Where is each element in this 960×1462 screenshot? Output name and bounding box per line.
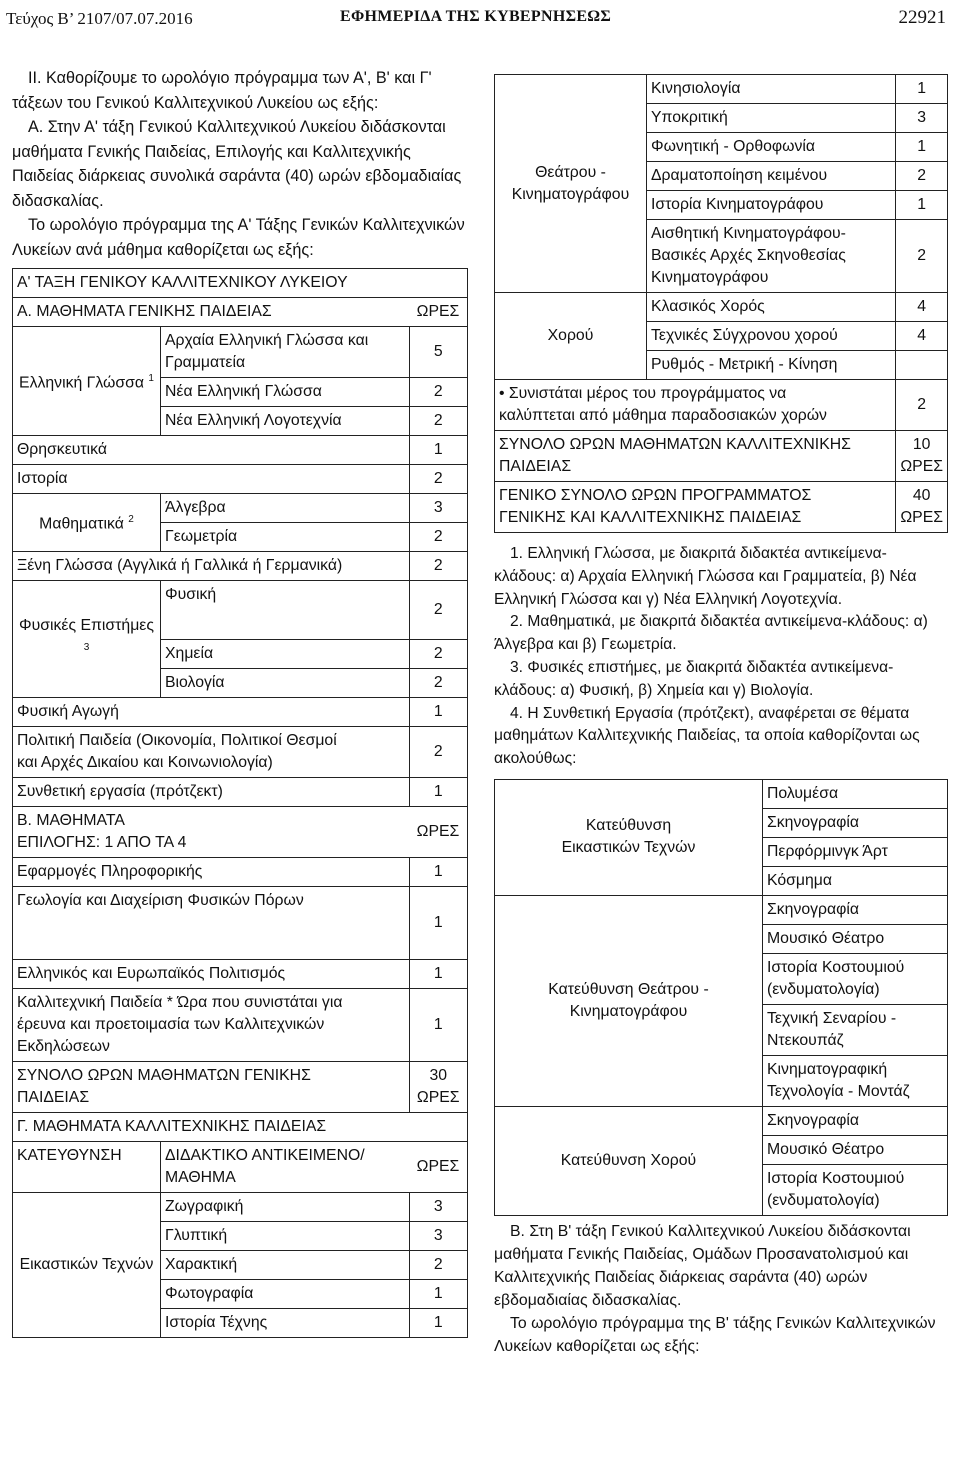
subject: Κινησιολογία bbox=[647, 75, 896, 104]
footnote: 1. Ελληνική Γλώσσα, με διακριτά διδακτέα αντικείμενα-κλάδους: α) Αρχαία Ελληνική Γλώσσα και Γραμματεία, β) Νέα Ελληνική Γλώσσα και γ) Νέα Ελληνική Λογοτεχνία. bbox=[494, 545, 917, 608]
hours: 3 bbox=[409, 494, 468, 523]
hours: 5 bbox=[409, 327, 468, 378]
footnote: 3. Φυσικές επιστήμες, με διακριτά διδακτέα αντικείμενα-κλάδους: α) Φυσική, β) Χημεία και γ) Βιολογία. bbox=[494, 658, 894, 699]
subject: Ζωγραφική bbox=[161, 1193, 410, 1222]
subject: Βιολογία bbox=[161, 669, 410, 698]
subject: Τεχνικές Σύγχρονου χορού bbox=[647, 322, 896, 351]
total-hours: 30 ΩΡΕΣ bbox=[409, 1062, 468, 1113]
theatre-cell: Θεάτρου - Κινηματογράφου bbox=[495, 75, 647, 293]
hours: 1 bbox=[409, 1309, 468, 1338]
hours: 2 bbox=[896, 162, 948, 191]
subject: Φυσική Αγωγή bbox=[13, 698, 410, 727]
subject: Φωτογραφία bbox=[161, 1280, 410, 1309]
subject: Ξένη Γλώσσα (Αγγλικά ή Γαλλικά ή Γερμανικά) bbox=[13, 552, 410, 581]
subject: Χαρακτική bbox=[161, 1251, 410, 1280]
subject: Ιστορία Τέχνης bbox=[161, 1309, 410, 1338]
hours: 3 bbox=[409, 1193, 468, 1222]
hours: 1 bbox=[896, 191, 948, 220]
journal-title: ΕΦΗΜΕΡΙΔΑ ΤΗΣ ΚΥΒΕΡΝΗΣΕΩΣ bbox=[340, 8, 612, 25]
hours: 2 bbox=[896, 380, 948, 431]
section-b-heading: Β. ΜΑΘΗΜΑΤΑ ΕΠΙΛΟΓΗΣ: 1 ΑΠΟ ΤΑ 4 bbox=[13, 807, 410, 858]
left-column bbox=[12, 66, 468, 1338]
project-topic: Κόσμημα bbox=[763, 866, 948, 895]
paragraph: Το ωρολόγιο πρόγραμμα της Β' τάξης Γενικών Καλλιτεχνικών Λυκείων καθορίζεται ως εξής: bbox=[494, 1314, 936, 1355]
right-column bbox=[494, 74, 948, 1358]
column-header: ΩΡΕΣ bbox=[409, 1142, 468, 1193]
subject: Ιστορία Κινηματογράφου bbox=[647, 191, 896, 220]
hours: 1 bbox=[896, 75, 948, 104]
subject: Άλγεβρα bbox=[161, 494, 410, 523]
hours: 2 bbox=[409, 727, 468, 778]
subject: Καλλιτεχνική Παιδεία * Ώρα που συνιστάται για έρευνα και προετοιμασία των Καλλιτεχνικών Εκδηλώσεων bbox=[13, 989, 410, 1062]
fine-arts-cell: Εικαστικών Τεχνών bbox=[13, 1193, 161, 1338]
hours: 2 bbox=[409, 669, 468, 698]
hours: 1 bbox=[409, 698, 468, 727]
footnotes bbox=[494, 543, 948, 771]
section-a-heading: Α. ΜΑΘΗΜΑΤΑ ΓΕΝΙΚΗΣ ΠΑΙΔΕΙΑΣ bbox=[13, 298, 410, 327]
science-cell: Φυσικές Επιστήμες $^3$ bbox=[13, 581, 161, 698]
paragraph: Β. Στη Β' τάξη Γενικού Καλλιτεχνικού Λυκείου διδάσκονται μαθήματα Γενικής Παιδείας, Ομάδων Προσανατολισμού και Καλλιτεχνικής Παιδείας διάρκειας σαράντα (40) ωρών εβδομαδιαίας διδασκαλίας. bbox=[494, 1222, 911, 1309]
hours: 2 bbox=[409, 1251, 468, 1280]
hours-heading: ΩΡΕΣ bbox=[409, 807, 468, 858]
hours: 2 bbox=[896, 220, 948, 293]
schedule-table-a-continued bbox=[494, 74, 948, 533]
hours: 1 bbox=[896, 133, 948, 162]
math-cell: Μαθηματικά $^2$ bbox=[13, 494, 161, 552]
direction-cell: Κατεύθυνση Εικαστικών Τεχνών bbox=[495, 779, 763, 895]
total-hours: 40 ΩΡΕΣ bbox=[896, 482, 948, 533]
hours: 4 bbox=[896, 322, 948, 351]
hours: 2 bbox=[409, 465, 468, 494]
dance-note: • Συνιστάται μέρος του προγράμματος να καλύπτεται από μάθημα παραδοσιακών χορών bbox=[495, 380, 896, 431]
table-title: Α' ΤΑΞΗ ΓΕΝΙΚΟΥ ΚΑΛΛΙΤΕΧΝΙΚΟΥ ΛΥΚΕΙΟΥ bbox=[13, 269, 468, 298]
project-topic: Κινηματογραφική Τεχνολογία - Μοντάζ bbox=[763, 1055, 948, 1106]
intro-paragraph: Το ωρολόγιο πρόγραμμα της Α' Τάξης Γενικών Καλλιτεχνικών Λυκείων ανά μάθημα καθορίζεται ως εξής: bbox=[12, 216, 465, 259]
subject: ΣΥΝΟΛΟ ΩΡΩΝ ΜΑΘΗΜΑΤΩΝ ΓΕΝΙΚΗΣ ΠΑΙΔΕΙΑΣ bbox=[13, 1062, 410, 1113]
subject: Δραματοποίηση κειμένου bbox=[647, 162, 896, 191]
project-topic: Σκηνογραφία bbox=[763, 895, 948, 924]
hours: 1 bbox=[409, 960, 468, 989]
subject: Γλυπτική bbox=[161, 1222, 410, 1251]
project-topic: Μουσικό Θέατρο bbox=[763, 924, 948, 953]
intro-paragraph: Α. Στην Α' τάξη Γενικού Καλλιτεχνικού Λυκείου διδάσκονται μαθήματα Γενικής Παιδείας, Επιλογής και Καλλιτεχνικής Παιδείας διάρκειας συνολικά σαράντα (40) ωρών εβδομαδιαίας διδασκαλίας. bbox=[12, 118, 462, 210]
subject: Υποκριτική bbox=[647, 104, 896, 133]
subject: Κλασικός Χορός bbox=[647, 293, 896, 322]
direction-cell: Κατεύθυνση Χορού bbox=[495, 1106, 763, 1215]
subject: Ρυθμός - Μετρική - Κίνηση bbox=[647, 351, 896, 380]
dance-cell: Χορού bbox=[495, 293, 647, 380]
subject: Αισθητική Κινηματογράφου-Βασικές Αρχές Σκηνοθεσίας Κινηματογράφου bbox=[647, 220, 896, 293]
hours: 2 bbox=[409, 378, 468, 407]
subject: Γεωμετρία bbox=[161, 523, 410, 552]
hours: 3 bbox=[896, 104, 948, 133]
section-c-heading: Γ. ΜΑΘΗΜΑΤΑ ΚΑΛΛΙΤΕΧΝΙΚΗΣ ΠΑΙΔΕΙΑΣ bbox=[13, 1113, 468, 1142]
subject: Εφαρμογές Πληροφορικής bbox=[13, 858, 410, 887]
hours: 2 bbox=[409, 523, 468, 552]
hours bbox=[896, 351, 948, 380]
column-header: ΔΙΔΑΚΤΙΚΟ ΑΝΤΙΚΕΙΜΕΝΟ/ ΜΑΘΗΜΑ bbox=[161, 1142, 410, 1193]
total-hours: 10 ΩΡΕΣ bbox=[896, 431, 948, 482]
hours: 2 bbox=[409, 407, 468, 436]
greek-language-cell: Ελληνική Γλώσσα $^1$ bbox=[13, 327, 161, 436]
hours: 1 bbox=[409, 1280, 468, 1309]
subject: Ελληνικός και Ευρωπαϊκός Πολιτισμός bbox=[13, 960, 410, 989]
direction-cell: Κατεύθυνση Θεάτρου - Κινηματογράφου bbox=[495, 895, 763, 1106]
subject: Χημεία bbox=[161, 640, 410, 669]
subject: Πολιτική Παιδεία (Οικονομία, Πολιτικοί Θεσμοί και Αρχές Δικαίου και Κοινωνιολογία) bbox=[13, 727, 410, 778]
project-topic: Περφόρμινγκ Άρτ bbox=[763, 837, 948, 866]
project-topic: Σκηνογραφία bbox=[763, 808, 948, 837]
project-topic: Τεχνική Σεναρίου - Ντεκουπάζ bbox=[763, 1004, 948, 1055]
intro-paragraph: ΙΙ. Καθορίζουμε το ωρολόγιο πρόγραμμα των Α', Β' και Γ' τάξεων του Γενικού Καλλιτεχνικού Λυκείου ως εξής: bbox=[12, 69, 432, 112]
footnote: 4. Η Συνθετική Εργασία (πρότζεκτ), αναφέρεται σε θέματα μαθημάτων Καλλιτεχνικής Παιδείας, τα οποία καθορίζονται ως ακολούθως: bbox=[494, 704, 920, 768]
schedule-table-a bbox=[12, 268, 468, 1338]
hours-heading: ΩΡΕΣ bbox=[409, 298, 468, 327]
project-table bbox=[494, 779, 948, 1216]
footnote: 2. Μαθηματικά, με διακριτά διδακτέα αντικείμενα-κλάδους: α) Άλγεβρα και β) Γεωμετρία. bbox=[494, 613, 928, 654]
subject: Θρησκευτικά bbox=[13, 436, 410, 465]
hours: 4 bbox=[896, 293, 948, 322]
hours: 3 bbox=[409, 1222, 468, 1251]
subject: Αρχαία Ελληνική Γλώσσα και Γραμματεία bbox=[161, 327, 410, 378]
column-header: ΚΑΤΕΥΘΥΝΣΗ bbox=[13, 1142, 161, 1193]
section-b-text bbox=[494, 1220, 948, 1358]
project-topic: Ιστορία Κοστουμιού (ενδυματολογία) bbox=[763, 953, 948, 1004]
project-topic: Ιστορία Κοστουμιού (ενδυματολογία) bbox=[763, 1164, 948, 1215]
hours: 2 bbox=[409, 640, 468, 669]
hours: 2 bbox=[409, 581, 468, 640]
hours: 1 bbox=[409, 989, 468, 1062]
subject: ΓΕΝΙΚΟ ΣΥΝΟΛΟ ΩΡΩΝ ΠΡΟΓΡΑΜΜΑΤΟΣ ΓΕΝΙΚΗΣ ΚΑΙ ΚΑΛΛΙΤΕΧΝΙΚΗΣ ΠΑΙΔΕΙΑΣ bbox=[495, 482, 896, 533]
subject: Νέα Ελληνική Γλώσσα bbox=[161, 378, 410, 407]
subject: Συνθετική εργασία (πρότζεκτ) bbox=[13, 778, 410, 807]
subject: Ιστορία bbox=[13, 465, 410, 494]
project-topic: Πολυμέσα bbox=[763, 779, 948, 808]
subject: ΣΥΝΟΛΟ ΩΡΩΝ ΜΑΘΗΜΑΤΩΝ ΚΑΛΛΙΤΕΧΝΙΚΗΣ ΠΑΙΔΕΙΑΣ bbox=[495, 431, 896, 482]
subject: Φυσική bbox=[161, 581, 410, 640]
subject: Νέα Ελληνική Λογοτεχνία bbox=[161, 407, 410, 436]
page-header bbox=[0, 0, 960, 34]
subject: Φωνητική - Ορθοφωνία bbox=[647, 133, 896, 162]
subject: Γεωλογία και Διαχείριση Φυσικών Πόρων bbox=[13, 887, 410, 960]
page-number: 22921 bbox=[898, 7, 946, 28]
hours: 1 bbox=[409, 436, 468, 465]
hours: 2 bbox=[409, 552, 468, 581]
project-topic: Σκηνογραφία bbox=[763, 1106, 948, 1135]
hours: 1 bbox=[409, 887, 468, 960]
hours: 1 bbox=[409, 778, 468, 807]
issue-number: Τεύχος Β’ 2107/07.07.2016 bbox=[6, 9, 193, 28]
project-topic: Μουσικό Θέατρο bbox=[763, 1135, 948, 1164]
hours: 1 bbox=[409, 858, 468, 887]
